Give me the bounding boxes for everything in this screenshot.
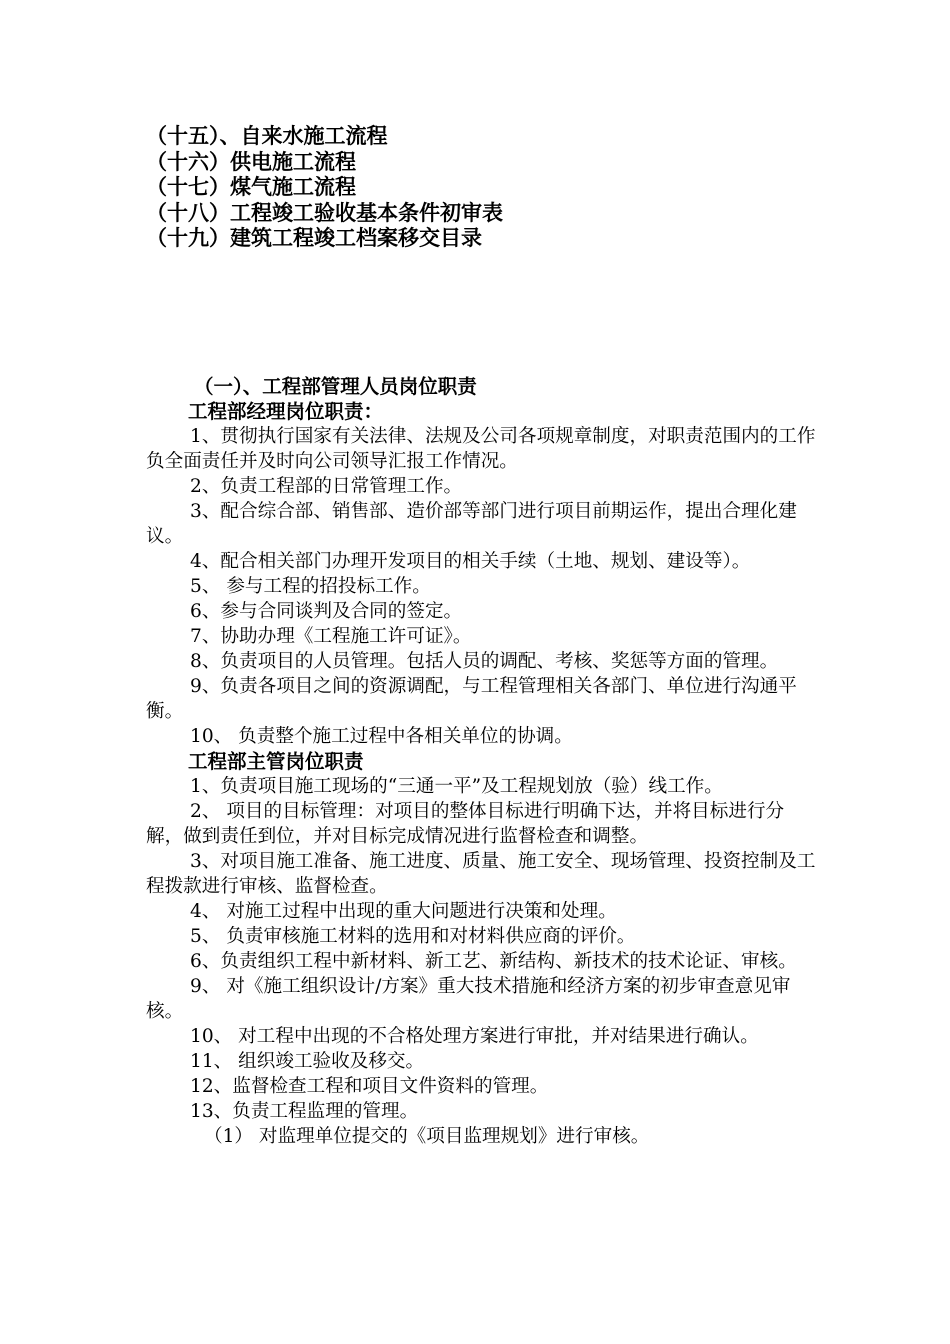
supervisor-duty-item: 6、负责组织工程中新材料、新工艺、新结构、新技术的技术论证、审核。 — [190, 951, 797, 972]
section-body — [146, 374, 816, 1149]
toc-item: （十五）、自来水施工流程 — [146, 124, 388, 148]
supervisor-duty-subitem: （1） 对监理单位提交的《项目监理规划》进行审核。 — [204, 1126, 650, 1147]
supervisor-duty-item: 2、 项目的目标管理：对项目的整体目标进行明确下达，并将目标进行分解，做到责任到位，并对目标完成情况进行监督检查和调整。 — [146, 801, 785, 847]
manager-duty-item: 7、协助办理《工程施工许可证》。 — [190, 626, 472, 647]
manager-duties-title: 工程部经理岗位职责： — [188, 400, 384, 423]
manager-duty-item: 3、配合综合部、销售部、造价部等部门进行项目前期运作，提出合理化建议。 — [146, 501, 797, 547]
manager-duty-item: 1、贯彻执行国家有关法律、法规及公司各项规章制度，对职责范围内的工作负全面责任并及时向公司领导汇报工作情况。 — [146, 426, 816, 472]
toc-item: （十七）煤气施工流程 — [146, 175, 356, 199]
supervisor-duty-item: 13、负责工程监理的管理。 — [190, 1101, 419, 1122]
section-title: （一）、工程部管理人员岗位职责 — [194, 375, 477, 398]
toc-item: （十八）工程竣工验收基本条件初审表 — [146, 200, 503, 225]
manager-duty-item: 6、参与合同谈判及合同的签定。 — [190, 601, 463, 622]
toc-item: （十六）供电施工流程 — [146, 149, 356, 174]
table-of-contents — [146, 124, 503, 252]
supervisor-duty-item: 4、 对施工过程中出现的重大问题进行决策和处理。 — [190, 901, 617, 922]
supervisor-duty-item: 3、对项目施工准备、施工进度、质量、施工安全、现场管理、投资控制及工程拨款进行审核、监督检查。 — [146, 851, 816, 897]
supervisor-duty-item: 9、 对《施工组织设计/方案》重大技术措施和经济方案的初步审查意见审核。 — [146, 976, 791, 1022]
manager-duty-item: 5、 参与工程的招投标工作。 — [190, 576, 431, 597]
supervisor-duties-title: 工程部主管岗位职责 — [188, 750, 364, 773]
supervisor-duty-item: 1、负责项目施工现场的“三通一平”及工程规划放（验）线工作。 — [190, 776, 723, 797]
manager-duty-item: 2、负责工程部的日常管理工作。 — [190, 476, 463, 497]
supervisor-duty-item: 10、 对工程中出现的不合格处理方案进行审批，并对结果进行确认。 — [190, 1026, 759, 1047]
toc-item: （十九）建筑工程竣工档案移交目录 — [146, 226, 482, 250]
manager-duty-item: 10、 负责整个施工过程中各相关单位的协调。 — [190, 726, 573, 747]
supervisor-duty-item: 5、 负责审核施工材料的选用和对材料供应商的评价。 — [190, 926, 636, 947]
supervisor-duty-item: 12、监督检查工程和项目文件资料的管理。 — [190, 1076, 549, 1097]
manager-duty-item: 4、配合相关部门办理开发项目的相关手续（土地、规划、建设等）。 — [190, 551, 751, 572]
manager-duty-item: 9、负责各项目之间的资源调配，与工程管理相关各部门、单位进行沟通平衡。 — [146, 676, 797, 722]
supervisor-duty-item: 11、 组织竣工验收及移交。 — [190, 1051, 425, 1072]
manager-duty-item: 8、负责项目的人员管理。包括人员的调配、考核、奖惩等方面的管理。 — [190, 651, 779, 672]
